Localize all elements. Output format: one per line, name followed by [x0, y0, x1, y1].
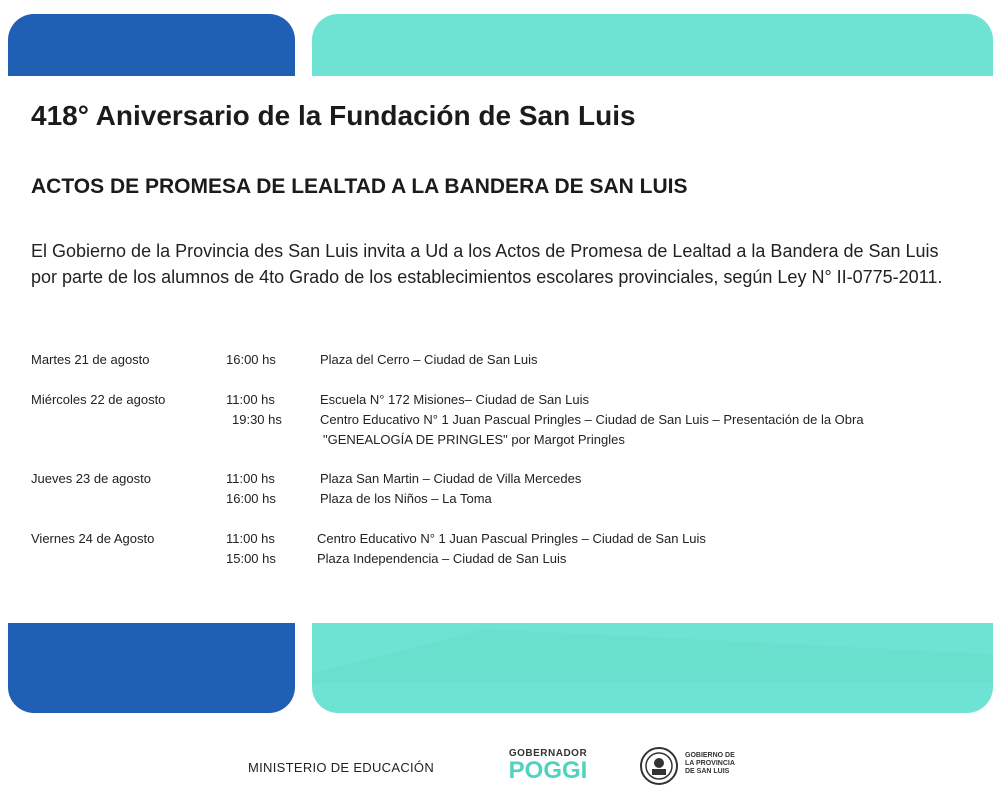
schedule-time: 16:00 hs	[226, 352, 276, 367]
schedule-place: Plaza de los Niños – La Toma	[320, 491, 492, 506]
page-subtitle: ACTOS DE PROMESA DE LEALTAD A LA BANDERA DE SAN LUIS	[31, 175, 688, 198]
schedule-time: 15:00 hs	[226, 551, 276, 566]
schedule-time: 11:00 hs	[226, 531, 275, 546]
intro-paragraph: El Gobierno de la Provincia des San Luis invita a Ud a los Actos de Promesa de Lealtad a la Bandera de San Luis por parte de los alumnos de 4to Grado de los establecimientos escolares provinciales, según Ley N° II-0775-2011.	[31, 241, 943, 287]
province-seal-icon	[639, 746, 679, 786]
schedule-day: Miércoles 22 de agosto	[31, 392, 166, 407]
page-title: 418° Aniversario de la Fundación de San Luis	[31, 100, 636, 131]
governor-label: GOBERNADOR	[508, 748, 588, 759]
governor-logo	[506, 748, 590, 783]
schedule-place: Plaza del Cerro – Ciudad de San Luis	[320, 352, 538, 367]
province-logo-text: GOBIERNO DE LA PROVINCIA DE SAN LUIS	[685, 752, 735, 775]
schedule-place: Escuela N° 172 Misiones– Ciudad de San Luis	[320, 392, 589, 407]
schedule-day: Jueves 23 de agosto	[31, 471, 151, 486]
province-logo	[639, 746, 739, 788]
header-band-aqua	[312, 14, 993, 76]
header-band-blue	[8, 14, 295, 76]
schedule-time: 16:00 hs	[226, 491, 276, 506]
footer-band-blue	[8, 623, 295, 713]
schedule-place: Plaza San Martin – Ciudad de Villa Mercedes	[320, 471, 582, 486]
schedule-place: Centro Educativo N° 1 Juan Pascual Pringles – Ciudad de San Luis – Presentación de la Obra	[320, 412, 864, 427]
schedule-place: "GENEALOGÍA DE PRINGLES" por Margot Pringles	[323, 432, 625, 447]
schedule-time: 11:00 hs	[226, 392, 275, 407]
schedule-time: 19:30 hs	[232, 412, 282, 427]
schedule-day: Viernes 24 de Agosto	[31, 531, 155, 546]
ministry-label: MINISTERIO DE EDUCACIÓN	[248, 760, 435, 775]
schedule-day: Martes 21 de agosto	[31, 352, 150, 367]
schedule-time: 11:00 hs	[226, 471, 275, 486]
footer-band-aqua	[312, 623, 993, 713]
schedule-place: Centro Educativo N° 1 Juan Pascual Pringles – Ciudad de San Luis	[317, 531, 706, 546]
governor-name: POGGI	[508, 757, 588, 784]
schedule-place: Plaza Independencia – Ciudad de San Luis	[317, 551, 567, 566]
